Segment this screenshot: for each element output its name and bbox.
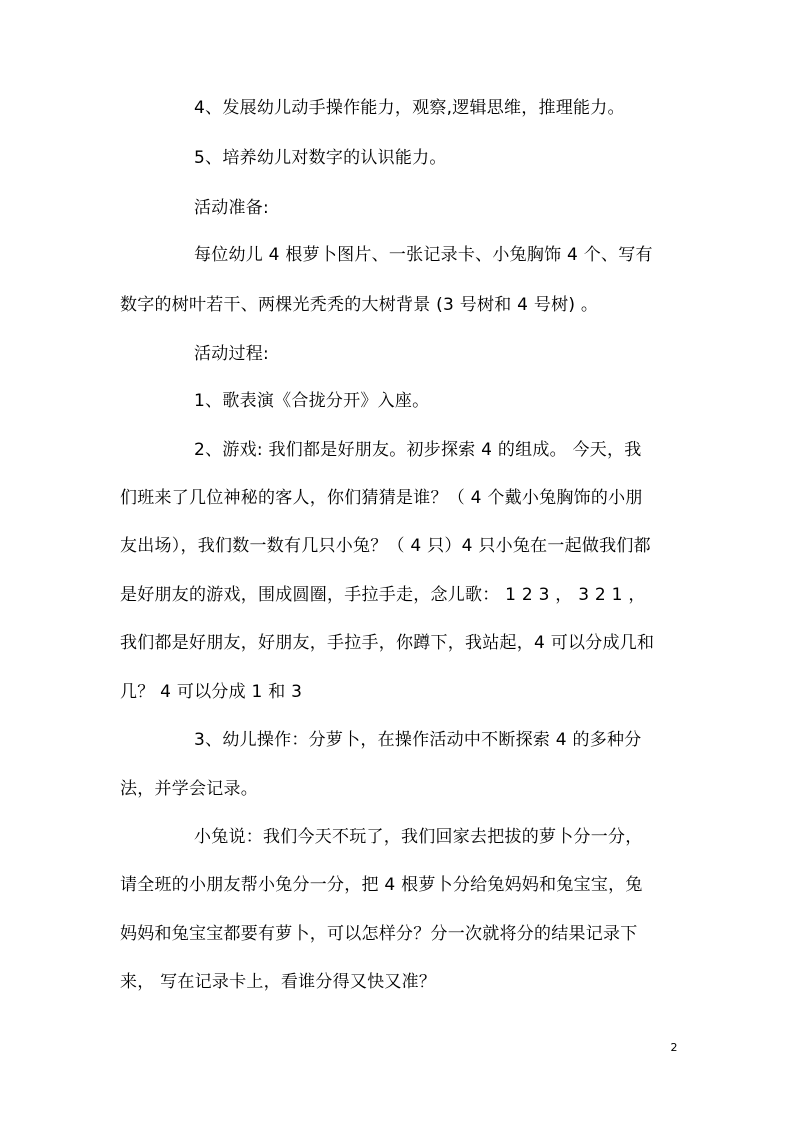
text-line: 几？ 4 可以分成 1 和 3	[120, 682, 303, 702]
text-line: 我们都是好朋友，好朋友，手拉手，你蹲下，我站起，4 可以分成几和	[120, 633, 655, 653]
text-line: 们班来了几位神秘的客人，你们猜猜是谁？（ 4 个戴小兔胸饰的小朋	[120, 488, 643, 508]
text-line: 小兔说：我们今天不玩了，我们回家去把拔的萝卜分一分，	[194, 827, 643, 847]
text-line: 1、歌表演《合拢分开》入座。	[194, 391, 430, 411]
page-number: 2	[670, 1041, 678, 1054]
text-line: 妈妈和兔宝宝都要有萝卜，可以怎样分？分一次就将分的结果记录下	[120, 924, 638, 944]
text-line: 5、培养幼儿对数字的认识能力。	[194, 148, 447, 168]
text-line: 2、游戏: 我们都是好朋友。初步探索 4 的组成。 今天，我	[194, 440, 642, 460]
text-line: 4、发展幼儿动手操作能力，观察,逻辑思维，推理能力。	[194, 98, 625, 118]
text-line: 请全班的小朋友帮小兔分一分，把 4 根萝卜分给兔妈妈和兔宝宝，兔	[120, 875, 643, 895]
section-heading: 活动过程:	[194, 344, 269, 364]
section-heading: 活动准备:	[194, 198, 269, 218]
text-line: 法，并学会记录。	[120, 779, 258, 799]
text-line: 是好朋友的游戏，围成圆圈，手拉手走，念儿歌： 1 2 3 ， 3 2 1 ，	[120, 585, 646, 605]
text-line: 友出场），我们数一数有几只小兔？（ 4 只）4 只小兔在一起做我们都	[120, 536, 651, 556]
text-line: 3、幼儿操作：分萝卜，在操作活动中不断探索 4 的多种分	[194, 730, 642, 750]
text-line: 每位幼儿 4 根萝卜图片、一张记录卡、小兔胸饰 4 个、写有	[194, 245, 653, 265]
text-line: 来， 写在记录卡上，看谁分得又快又准？	[120, 972, 437, 992]
text-line: 数字的树叶若干、两棵光秃秃的大树背景 (3 号树和 4 号树) 。	[120, 295, 599, 315]
